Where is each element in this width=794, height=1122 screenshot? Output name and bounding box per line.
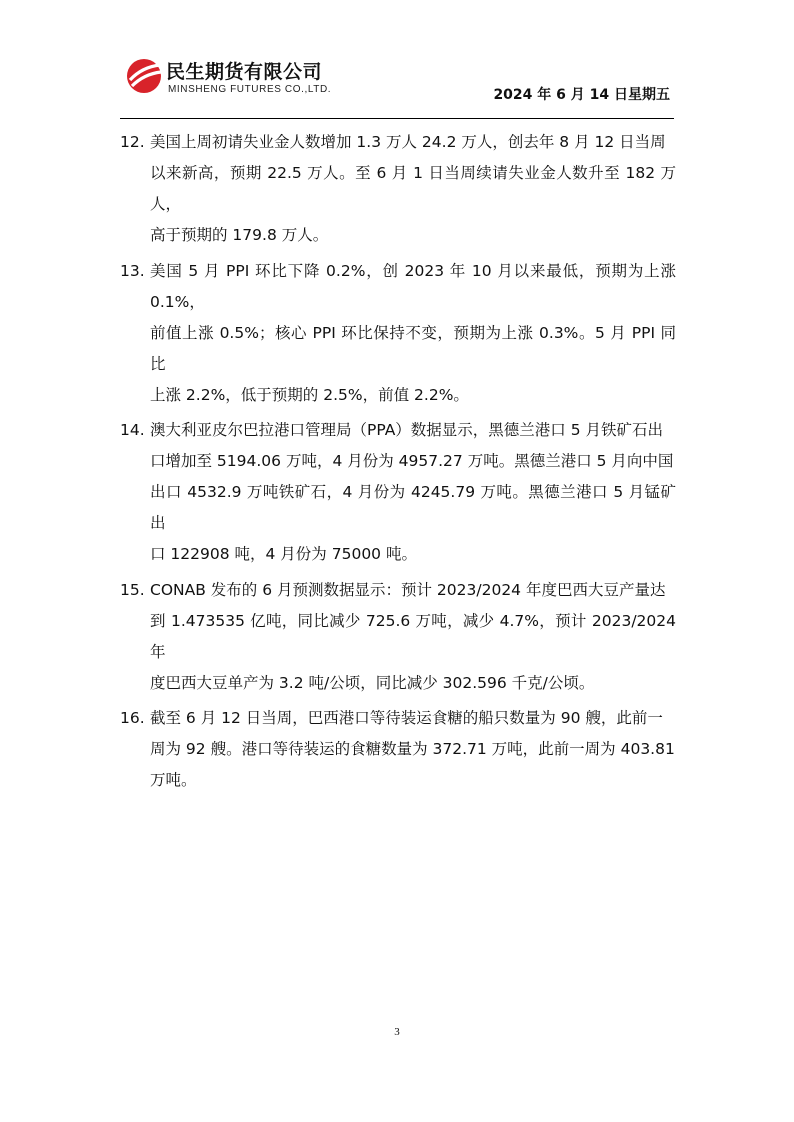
news-item (120, 575, 676, 699)
text-line: 万吨。 (150, 771, 197, 789)
text-line: 前值上涨 0.5%；核心 PPI 环比保持不变，预期为上涨 0.3%。5 月 PPI 同比 (150, 323, 676, 373)
company-name-cn: 民生期货有限公司 (166, 61, 323, 83)
text-line: 口 122908 吨，4 月份为 75000 吨。 (150, 545, 417, 563)
text-line: 上涨 2.2%，低于预期的 2.5%，前值 2.2%。 (150, 385, 469, 404)
text-line: 澳大利亚皮尔巴拉港口管理局（PPA）数据显示，黑德兰港口 5 月铁矿石出 (150, 421, 664, 439)
header-divider (120, 118, 674, 119)
page-number: 3 (394, 1026, 400, 1038)
item-text (150, 256, 676, 411)
text-line: 到 1.473535 亿吨，同比减少 725.6 万吨，减少 4.7%，预计 2023/2024 年 (150, 611, 676, 661)
item-text (150, 127, 676, 251)
company-name-en: MINSHENG FUTURES CO.,LTD. (168, 84, 332, 95)
text-line: 截至 6 月 12 日当周，巴西港口等待装运食糖的船只数量为 90 艘，此前一 (150, 709, 663, 727)
text-line: 出口 4532.9 万吨铁矿石，4 月份为 4245.79 万吨。黑德兰港口 5 月锰矿出 (150, 483, 676, 532)
text-line: 高于预期的 179.8 万人。 (150, 226, 329, 244)
news-item (120, 127, 676, 251)
text-line: CONAB 发布的 6 月预测数据显示：预计 2023/2024 年度巴西大豆产量达 (150, 580, 666, 599)
report-date: 2024 年 6 月 14 日星期五 (493, 87, 670, 103)
item-number: 12. (120, 133, 145, 151)
news-item (120, 256, 676, 411)
text-line: 美国上周初请失业金人数增加 1.3 万人 24.2 万人，创去年 8 月 12 日当周 (150, 133, 666, 151)
news-list (120, 127, 676, 801)
item-text (150, 703, 676, 796)
news-item (120, 703, 676, 796)
minsheng-logo-icon (124, 55, 164, 95)
item-number: 14. (120, 421, 145, 439)
item-number: 13. (120, 261, 145, 280)
news-item (120, 415, 676, 570)
item-number: 16. (120, 709, 145, 727)
text-line: 度巴西大豆单产为 3.2 吨/公顷，同比减少 302.596 千克/公顷。 (150, 673, 595, 692)
text-line: 口增加至 5194.06 万吨，4 月份为 4957.27 万吨。黑德兰港口 5 月向中国 (150, 452, 674, 470)
company-logo (124, 55, 364, 100)
text-line: 美国 5 月 PPI 环比下降 0.2%，创 2023 年 10 月以来最低，预期为上涨 0.1%， (150, 261, 676, 311)
item-text (150, 415, 676, 570)
text-line: 周为 92 艘。港口等待装运的食糖数量为 372.71 万吨，此前一周为 403.81 (150, 740, 675, 758)
item-number: 15. (120, 580, 145, 599)
text-line: 以来新高，预期 22.5 万人。至 6 月 1 日当周续请失业金人数升至 182 万人， (150, 164, 676, 213)
item-text (150, 575, 676, 699)
